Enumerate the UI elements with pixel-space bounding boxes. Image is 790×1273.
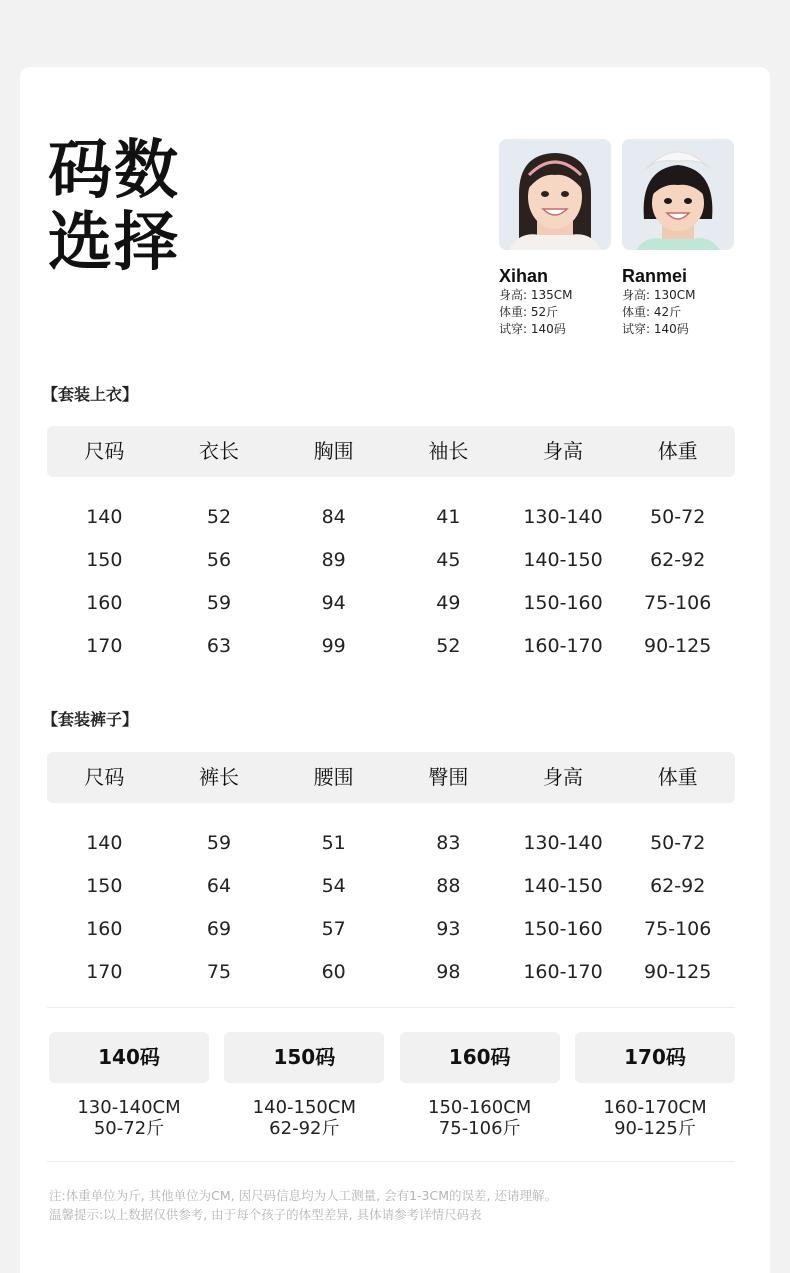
size-guide-item [575,1032,735,1139]
table-cell: 50-72 [650,832,706,854]
table-cell: 90-125 [644,961,712,983]
size-weight-range: 50-72斤 [93,1118,165,1139]
table-row [47,582,735,625]
table-cell: 140-150 [523,549,603,571]
table-cell: 140 [86,506,123,528]
table-cell: 150 [86,875,123,897]
divider [47,1161,735,1162]
column-header: 体重 [657,439,698,463]
table-cell: 160 [86,592,123,614]
page-title [48,135,180,279]
table-cell: 50-72 [650,506,706,528]
table-cell: 60 [321,961,346,983]
table-cell: 59 [206,592,232,614]
column-header: 尺码 [84,439,125,463]
pants-table-label: 【套装裤子】 [42,710,139,729]
table-cell: 57 [321,918,346,940]
top-table-header [47,426,735,477]
footnote-measurement: 注:体重单位为斤, 其他单位为CM, 因尺码信息均为人工测量, 会有1-3CM的误差, 还请理解。 [49,1188,557,1203]
table-cell: 49 [436,592,461,614]
table-cell: 45 [436,549,461,571]
column-header: 体重 [657,765,698,789]
size-guide-item [400,1032,560,1139]
table-cell: 160-170 [523,635,603,657]
size-weight-range: 75-106斤 [438,1118,521,1139]
pants-table-body [47,822,735,994]
model-name: Xihan [499,266,549,286]
table-cell: 150 [86,549,123,571]
table-cell: 170 [86,961,123,983]
table-cell: 52 [206,506,232,528]
table-cell: 99 [321,635,346,657]
table-cell: 88 [436,875,461,897]
table-row [47,625,735,668]
table-row [47,496,735,539]
table-cell: 54 [321,875,346,897]
size-weight-range: 62-92斤 [269,1118,340,1139]
table-cell: 93 [436,918,461,940]
table-cell: 75 [206,961,232,983]
size-height-range: 160-170CM [603,1097,707,1118]
model-card-xihan [499,139,611,338]
column-header: 身高 [543,765,584,789]
table-row [47,822,735,865]
table-row [47,908,735,951]
column-header: 身高 [543,439,584,463]
size-label: 160码 [400,1032,560,1083]
table-cell: 140 [86,832,123,854]
table-cell: 51 [321,832,346,854]
column-header: 臀围 [428,765,469,789]
top-table-label: 【套装上衣】 [42,385,139,404]
size-guide-item [49,1032,209,1139]
table-cell: 59 [206,832,232,854]
footnotes [49,1186,557,1224]
size-label: 170码 [575,1032,735,1083]
model-photo [499,139,611,250]
table-cell: 83 [436,832,461,854]
table-cell: 52 [436,635,461,657]
table-cell: 160 [86,918,123,940]
table-row [47,865,735,908]
table-cell: 150-160 [523,592,603,614]
title-line-1: 码数 [48,134,180,208]
column-header: 袖长 [428,439,469,463]
table-cell: 41 [436,506,461,528]
column-header: 腰围 [313,765,354,789]
model-tried-size: 试穿: 140码 [499,322,566,336]
table-cell: 62-92 [650,875,706,897]
table-cell: 64 [206,875,232,897]
table-cell: 170 [86,635,123,657]
column-header: 衣长 [199,439,239,463]
size-guide [49,1032,735,1139]
size-height-range: 140-150CM [252,1097,356,1118]
model-height: 身高: 130CM [622,288,696,302]
model-photo [622,139,734,250]
table-cell: 160-170 [523,961,603,983]
table-cell: 69 [206,918,232,940]
table-cell: 75-106 [644,592,712,614]
pants-table-header [47,752,735,803]
table-cell: 90-125 [644,635,712,657]
title-line-2: 选择 [48,206,180,280]
size-height-range: 150-160CM [428,1097,532,1118]
table-cell: 140-150 [523,875,603,897]
model-tried-size: 试穿: 140码 [622,322,689,336]
size-label: 150码 [224,1032,384,1083]
table-row [47,951,735,994]
size-guide-item [224,1032,384,1139]
table-cell: 130-140 [523,832,603,854]
column-header: 裤长 [199,765,239,789]
model-weight: 体重: 52斤 [499,305,559,319]
table-row [47,539,735,582]
model-card-ranmei [622,139,734,338]
top-table-body [47,496,735,668]
model-name: Ranmei [622,266,688,286]
size-label: 140码 [49,1032,209,1083]
table-cell: 89 [321,549,346,571]
divider [47,1007,735,1008]
size-chart-card [20,67,770,1273]
table-cell: 94 [321,592,346,614]
table-cell: 150-160 [523,918,603,940]
table-cell: 84 [321,506,346,528]
model-height: 身高: 135CM [499,288,573,302]
column-header: 尺码 [84,765,125,789]
table-cell: 56 [206,549,232,571]
table-cell: 75-106 [644,918,712,940]
table-cell: 130-140 [523,506,603,528]
size-weight-range: 90-125斤 [614,1118,696,1139]
table-cell: 98 [436,961,461,983]
column-header: 胸围 [313,439,354,463]
table-cell: 63 [206,635,232,657]
footnote-tip: 温馨提示:以上数据仅供参考, 由于每个孩子的体型差异, 具体请参考详情尺码表 [49,1207,482,1222]
table-cell: 62-92 [650,549,706,571]
model-weight: 体重: 42斤 [622,305,682,319]
size-height-range: 130-140CM [77,1097,181,1118]
